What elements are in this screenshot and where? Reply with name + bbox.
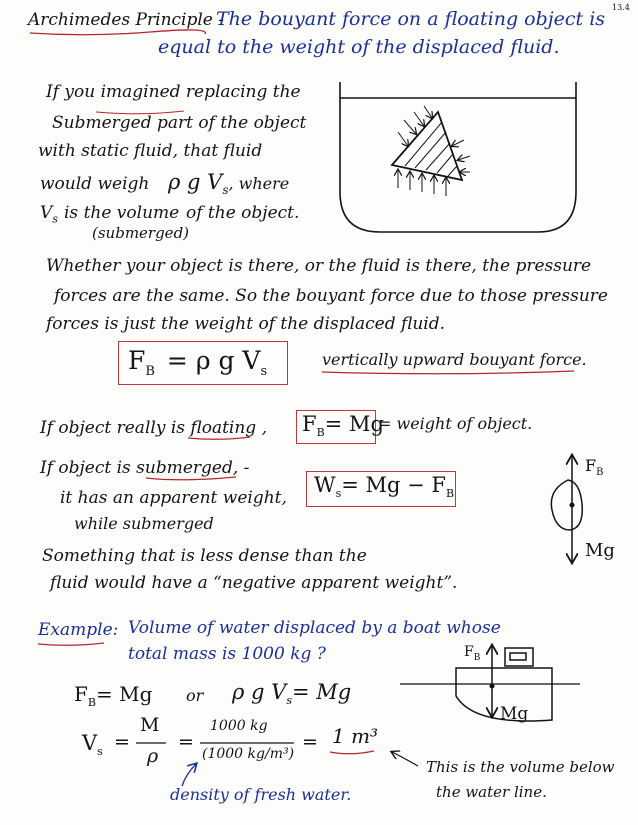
example-eq1-left: $F_B= Mg$ [74, 682, 153, 709]
volume-symbol: $V_s$ [40, 203, 58, 226]
explanation-line4: would weigh [40, 174, 150, 194]
example-question-line1: Volume of water displaced by a boat whose [128, 618, 501, 638]
explanation-line6: of the object. [186, 203, 300, 223]
force-down-label: Mg [585, 540, 615, 561]
pressure-line3: forces is just the weight of the displaced fluid. [46, 314, 446, 334]
submerged-line3: while submerged [74, 514, 214, 533]
principle-definition-line2: equal to the weight of the displaced fluid. [158, 36, 560, 58]
example-eq2-lhs: $V_s$ [82, 731, 103, 759]
density-note: density of fresh water. [170, 785, 352, 804]
waterline-note-arrow [392, 752, 418, 766]
floating-text: If object really is floating , [40, 418, 268, 438]
caption-underline [322, 371, 574, 374]
example-eq1-or: or [186, 686, 204, 705]
submerged-underline [146, 477, 236, 480]
example-eq2-frac-den: ρ [147, 745, 159, 767]
example-eq2-denominator: (1000 kg/m³) [202, 746, 295, 762]
example-eq2-frac-num: M [140, 714, 160, 736]
example-question-line2: total mass is 1000 kg ? [128, 644, 326, 664]
negative-line1: Something that is less dense than the [42, 546, 367, 566]
explanation-line3: with static fluid, that fluid [38, 141, 263, 161]
example-eq2-equals3: = [302, 731, 318, 753]
explanation-line5: is the volume [64, 203, 180, 223]
floating-formula: $F_B= Mg$ [302, 412, 384, 440]
submerged-line1: If object is submerged, - [40, 458, 250, 478]
example-eq1-right: ρ g $V_s= Mg$ [232, 680, 352, 708]
apparent-weight-formula: $W_s= Mg - F_B$ [314, 473, 455, 501]
result-underline [330, 751, 374, 754]
density-arrow [182, 764, 196, 786]
floating-note: = weight of object. [378, 414, 533, 433]
boat-down-label: Mg [500, 704, 529, 724]
main-formula-caption: vertically upward bouyant force. [322, 350, 587, 369]
below-waterline-note-line2: the water line. [436, 783, 547, 801]
term-underline [30, 30, 205, 35]
example-label: Example: [38, 620, 119, 640]
pressure-line1: Whether your object is there, or the fluid is there, the pressure [46, 256, 592, 276]
pressure-line2: forces are the same. So the bouyant force due to those pressure [54, 286, 608, 306]
example-eq2-equals: = [114, 731, 130, 753]
tank-diagram [340, 82, 576, 232]
imagined-underline [96, 111, 184, 114]
main-formula: $F_B = \rho$ g $V_s$ [128, 346, 268, 379]
floating-underline [188, 437, 250, 439]
boat-up-label: $F_B$ [464, 644, 481, 663]
example-eq2-result: 1 m³ [332, 724, 379, 748]
explanation-line2: Submerged part of the object [52, 113, 307, 133]
boat-diagram [400, 646, 580, 724]
free-body-diagram [551, 456, 582, 562]
submerged-line2: it has an apparent weight, [60, 488, 287, 508]
page-number: 13.4 [612, 3, 630, 12]
weigh-formula: ρ g $V_s$, where [168, 170, 290, 198]
negative-line2: fluid would have a “negative apparent weight”. [50, 573, 458, 593]
example-eq2-equals2: = [178, 731, 194, 753]
example-underline [38, 643, 104, 645]
explanation-line1: If you imagined replacing the [46, 82, 301, 102]
example-eq2-numerator: 1000 kg [210, 718, 268, 734]
principle-term: Archimedes Principle - [28, 10, 224, 30]
below-waterline-note-line1: This is the volume below [426, 758, 615, 776]
force-up-label: $F_B$ [585, 456, 604, 479]
principle-definition-line1: The bouyant force on a floating object is [216, 8, 606, 30]
volume-note: (submerged) [92, 224, 190, 242]
